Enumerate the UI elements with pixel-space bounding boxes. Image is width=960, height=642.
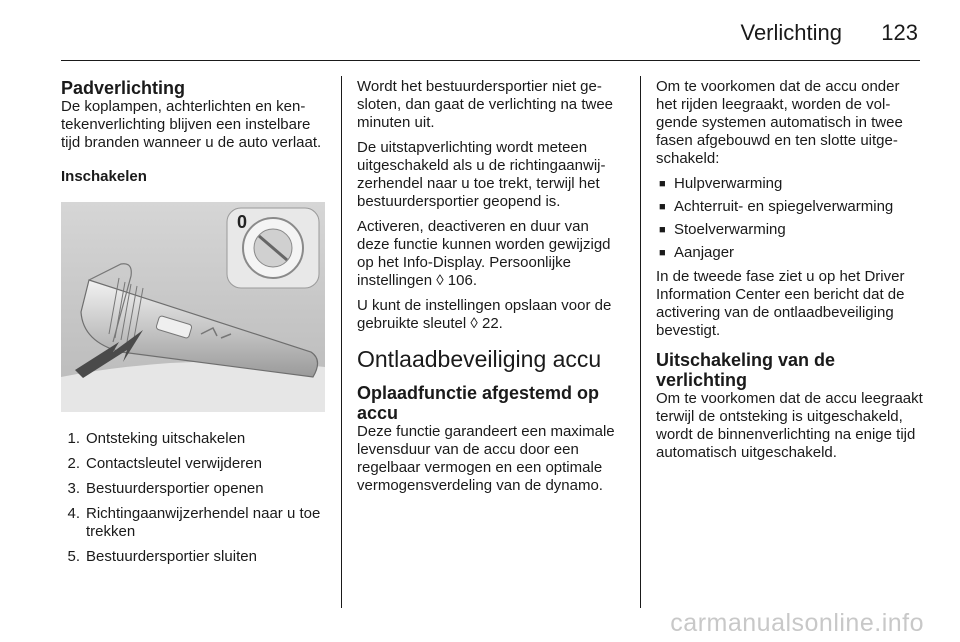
paragraph: Activeren, deactiveren en duur van deze functie kunnen worden gewijzigd op het Info-Display. Persoonlijke instellingen ◊ 106. bbox=[357, 218, 611, 289]
section-heading-ontlaadbeveiliging: Ontlaadbeveiliging accu bbox=[357, 346, 602, 372]
lever-illustration-svg bbox=[61, 202, 325, 412]
list-item: 3. Bestuurdersportier openen bbox=[67, 480, 264, 497]
column-1 bbox=[61, 78, 325, 573]
list-item: 1. Ontsteking uitschakelen bbox=[67, 430, 246, 447]
bullet-square-icon: ■ bbox=[659, 201, 666, 213]
list-item: ■ Stoelverwarming bbox=[656, 221, 924, 239]
paragraph: De koplampen, achterlichten en kentekenverlichting blijven een instelbare tijd branden wanneer u de auto verlaat. bbox=[61, 98, 322, 151]
bullet-square-icon: ■ bbox=[659, 224, 666, 236]
running-header-title: Verlichting bbox=[740, 20, 842, 45]
list-item: ■ Aanjager bbox=[656, 244, 924, 262]
header-rule bbox=[61, 60, 920, 61]
list-item: 5. Bestuurdersportier sluiten bbox=[67, 548, 257, 565]
bullet-square-icon: ■ bbox=[659, 247, 666, 259]
section-heading-uitschakeling: Uitschakeling van de verlichting bbox=[656, 350, 836, 390]
paragraph: Om te voorkomen dat de accu onder het rijden leegraakt, worden de volgende systemen automatisch in twee fasen afgebouwd en ten slotte uitgeschakeld: bbox=[656, 78, 903, 167]
list-item: ■ Hulpverwarming bbox=[656, 175, 924, 193]
paragraph: In de tweede fase ziet u op het Driver Information Center een bericht dat de activering van de ontlaadbeveiliging bevestigt. bbox=[656, 268, 905, 339]
paragraph: Wordt het bestuurdersportier niet gesloten, dan gaat de verlichting na twee minuten uit. bbox=[357, 78, 614, 131]
bullet-list bbox=[656, 175, 924, 262]
lever-illustration bbox=[61, 202, 325, 412]
steps-list bbox=[61, 430, 325, 566]
section-heading-padverlichting: Padverlichting bbox=[61, 78, 186, 98]
watermark: carmanualsonline.info bbox=[670, 609, 924, 637]
paragraph: Deze functie garandeert een maximale levensduur van de accu door een regelbaar vermogen en een optimale vermogensverdeling van de dynamo. bbox=[357, 423, 615, 494]
list-item: 2. Contactsleutel verwijderen bbox=[67, 455, 262, 472]
paragraph: De uitstapverlichting wordt meteen uitgeschakeld als u de richtingaanwijzerhendel naar u toe trekt, terwijl het bestuurdersportier geopend is. bbox=[357, 139, 606, 210]
column-divider bbox=[640, 76, 641, 608]
page-number: 123 bbox=[881, 20, 918, 45]
column-2 bbox=[357, 78, 625, 502]
paragraph: U kunt de instellingen opslaan voor de gebruikte sleutel ◊ 22. bbox=[357, 297, 612, 332]
bullet-square-icon: ■ bbox=[659, 178, 666, 190]
subheading-inschakelen: Inschakelen bbox=[61, 168, 147, 185]
column-3 bbox=[656, 78, 924, 469]
column-divider bbox=[341, 76, 342, 608]
subsection-heading-oplaadfunctie: Oplaadfunctie afgestemd op accu bbox=[357, 383, 600, 423]
ignition-position-label: 0 bbox=[237, 212, 248, 232]
paragraph: Om te voorkomen dat de accu leegraakt terwijl de ontsteking is uitgeschakeld, wordt de binnenverlichting na enige tijd automatisch uitgeschakeld. bbox=[656, 390, 923, 461]
list-item: 4. Richtingaanwijzerhendel naar u toe trekken bbox=[67, 505, 321, 540]
list-item: ■ Achterruit- en spiegelverwarming bbox=[656, 198, 924, 216]
